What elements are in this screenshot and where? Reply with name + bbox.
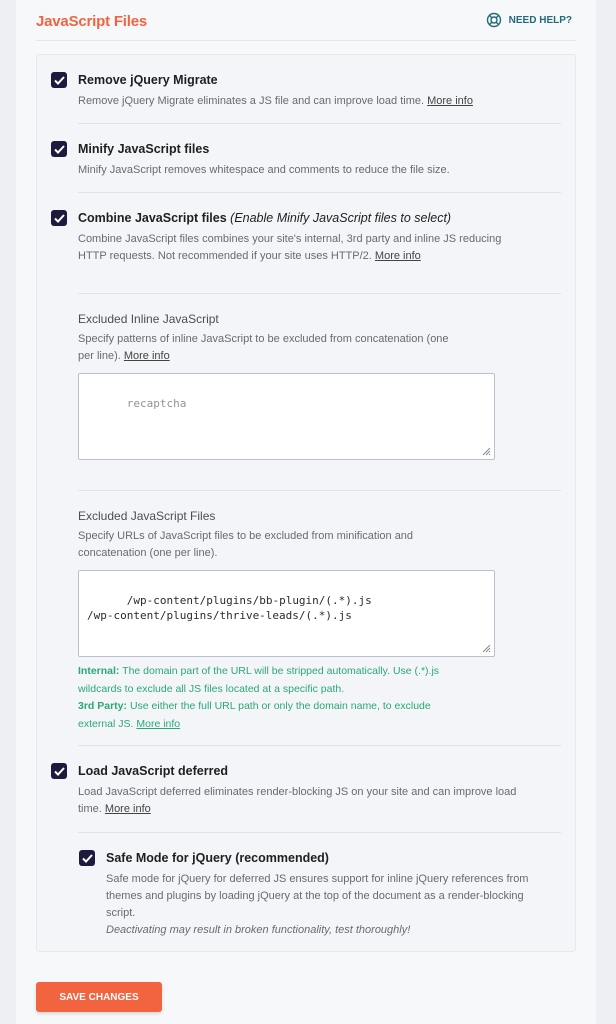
load-js-deferred-label: Load JavaScript deferred [78, 764, 229, 778]
remove-jquery-migrate-label: Remove jQuery Migrate [78, 73, 218, 87]
excluded-inline-js-label: Excluded Inline JavaScript [78, 312, 219, 326]
minify-js-checkbox[interactable] [51, 141, 67, 157]
desc-line: concatenation (one per line). [78, 547, 218, 559]
desc-line: Specify patterns of inline JavaScript to be excluded from concatenation (one [78, 333, 449, 345]
checkmark-icon [54, 76, 65, 85]
note-line [78, 716, 439, 734]
desc-line [78, 248, 501, 265]
desc-line: Load JavaScript deferred eliminates render-blocking JS on your site and can improve load [78, 786, 517, 798]
safe-mode-jquery-label: Safe Mode for jQuery (recommended) [106, 851, 329, 865]
remove-jquery-migrate-desc [78, 93, 473, 110]
divider [78, 293, 561, 294]
desc-line: script. [106, 907, 136, 919]
more-info-link[interactable]: More info [104, 803, 151, 815]
desc-line [78, 801, 516, 818]
note-text: Use either the full URL path or only the domain name, to exclude [127, 700, 431, 712]
safe-mode-jquery-desc [106, 871, 528, 939]
load-js-deferred-desc [78, 784, 516, 818]
desc-text: Remove jQuery Migrate eliminates a JS file and can improve load time. [78, 95, 425, 107]
excluded-js-files-label: Excluded JavaScript Files [78, 509, 216, 523]
more-info-link[interactable]: More info [136, 717, 181, 730]
combine-js-label-text: Combine JavaScript files [78, 211, 227, 225]
section-header [36, 0, 576, 41]
lifebuoy-icon [486, 12, 502, 28]
desc-line: themes and plugins by loading jQuery at the top of the document as a render-blocking [106, 890, 524, 902]
excluded-inline-js-textarea[interactable] [78, 373, 495, 460]
divider [78, 745, 561, 746]
checkmark-icon [54, 214, 65, 223]
resize-handle-icon[interactable] [482, 447, 491, 456]
checkmark-icon [82, 854, 93, 863]
note-line [78, 698, 439, 716]
divider [78, 123, 561, 124]
divider [78, 490, 561, 491]
need-help-link[interactable] [486, 12, 572, 28]
textarea-value: /wp-content/plugins/bb-plugin/(.*).js /wp-content/plugins/thrive-leads/(.*).js [87, 594, 372, 622]
need-help-label: NEED HELP? [508, 14, 572, 26]
note-line: wildcards to exclude all JS files located at a specific path. [78, 682, 345, 695]
note-line [78, 663, 439, 681]
load-js-deferred-checkbox[interactable] [51, 763, 67, 779]
safe-mode-warning: Deactivating may result in broken functionality, test thoroughly! [106, 924, 411, 936]
excluded-js-files-textarea[interactable] [78, 570, 495, 657]
desc-text: HTTP requests. Not recommended if your site uses HTTP/2. [78, 250, 372, 262]
save-changes-button[interactable]: SAVE CHANGES [36, 982, 162, 1012]
minify-js-desc: Minify JavaScript removes whitespace and comments to reduce the file size. [78, 164, 450, 176]
desc-line [78, 348, 449, 365]
safe-mode-jquery-checkbox[interactable] [79, 850, 95, 866]
section-title: JavaScript Files [36, 13, 148, 30]
checkmark-icon [54, 145, 65, 154]
textarea-placeholder: recaptcha [126, 397, 187, 410]
note-internal-label: Internal: [78, 665, 120, 677]
note-third-party-label: 3rd Party: [78, 700, 128, 712]
remove-jquery-migrate-checkbox[interactable] [51, 72, 67, 88]
combine-js-desc [78, 231, 501, 265]
resize-handle-icon[interactable] [482, 644, 491, 653]
desc-line: Safe mode for jQuery for deferred JS ensures support for inline jQuery references from [106, 873, 529, 885]
note-text: external JS. [78, 717, 134, 730]
divider [78, 192, 561, 193]
combine-js-label [78, 211, 451, 225]
desc-text: per line). [78, 350, 121, 362]
desc-line: Combine JavaScript files combines your site's internal, 3rd party and inline JS reducing [78, 233, 502, 245]
desc-text: time. [78, 803, 102, 815]
minify-js-label: Minify JavaScript files [78, 142, 210, 156]
more-info-link[interactable]: More info [374, 250, 421, 262]
options-panel [36, 54, 576, 952]
checkmark-icon [54, 767, 65, 776]
excluded-inline-js-desc [78, 331, 449, 365]
more-info-link[interactable]: More info [427, 95, 473, 107]
excluded-js-files-note [78, 663, 439, 733]
divider [78, 832, 561, 833]
more-info-link[interactable]: More info [123, 350, 170, 362]
desc-line: Specify URLs of JavaScript files to be excluded from minification and [78, 530, 414, 542]
combine-js-checkbox[interactable] [51, 210, 67, 226]
excluded-js-files-desc [78, 528, 413, 562]
combine-js-label-note: (Enable Minify JavaScript files to select) [230, 211, 452, 225]
note-text: The domain part of the URL will be stripped automatically. Use (.*).js [119, 665, 440, 677]
settings-page [16, 0, 596, 1024]
